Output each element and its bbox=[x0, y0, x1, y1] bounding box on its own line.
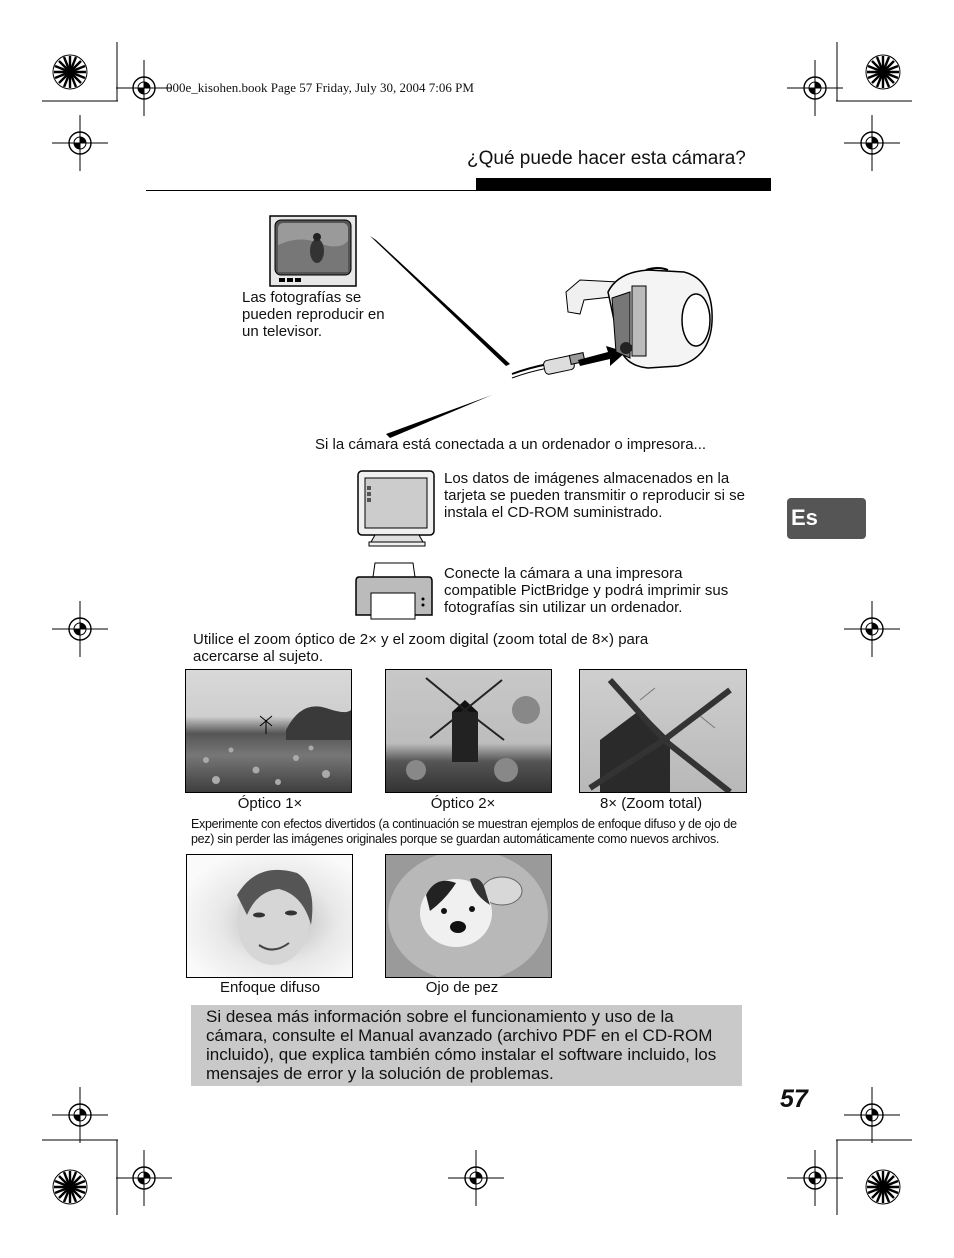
effects-intro: Experimente con efectos divertidos (a continuación se muestran ejemplos de enfoque difuso y de ojo de pez) sin perder las imágenes originales porque se guardan automáticamente como nuevos archivos. bbox=[191, 817, 737, 846]
computer-monitor-icon bbox=[355, 468, 439, 548]
caption-soft-focus: Enfoque difuso bbox=[219, 979, 321, 996]
print-file-info: 000e_kisohen.book Page 57 Friday, July 30, 2004 7:06 PM bbox=[166, 80, 474, 95]
language-tab-label: Es bbox=[791, 505, 818, 530]
header-rule-thin bbox=[146, 190, 476, 191]
connection-intro: Si la cámara está conectada a un ordenador o impresora... bbox=[315, 436, 707, 453]
computer-text: Los datos de imágenes almacenados en la tarjeta se pueden transmitir o reproducir si se instala el CD-ROM suministrado. bbox=[444, 470, 745, 521]
photo-fisheye bbox=[385, 854, 552, 978]
photo-optical-2x bbox=[385, 669, 552, 793]
header-rule-thick bbox=[476, 178, 771, 191]
caption-optical-2x: Óptico 2× bbox=[430, 795, 496, 812]
photo-optical-1x bbox=[185, 669, 352, 793]
language-tab bbox=[787, 498, 866, 539]
tv-illustration bbox=[269, 215, 357, 287]
printer-icon bbox=[355, 561, 433, 621]
tv-caption: Las fotografías se pueden reproducir en un televisor. bbox=[242, 289, 385, 340]
photo-soft-focus bbox=[186, 854, 353, 978]
info-box bbox=[191, 1005, 742, 1086]
printer-text: Conecte la cámara a una impresora compatible PictBridge y podrá imprimir sus fotografías sin utilizar un ordenador. bbox=[444, 565, 729, 616]
caption-optical-1x: Óptico 1× bbox=[237, 795, 303, 812]
info-box-text: Si desea más información sobre el funcionamiento y uso de la cámara, consulte el Manual avanzado (archivo PDF en el CD-ROM incluido), que explica también cómo instalar el software incluido, los mensajes de error y la solución de problemas. bbox=[206, 1007, 717, 1083]
zoom-intro: Utilice el zoom óptico de 2× y el zoom digital (zoom total de 8×) para acercarse al sujeto. bbox=[193, 631, 649, 665]
photo-zoom-total-8x bbox=[579, 669, 747, 793]
camera-illustration bbox=[508, 262, 724, 382]
page-number: 57 bbox=[780, 1085, 808, 1113]
caption-zoom-total: 8× (Zoom total) bbox=[599, 795, 703, 812]
section-title: ¿Qué puede hacer esta cámara? bbox=[467, 148, 746, 169]
caption-fisheye: Ojo de pez bbox=[425, 979, 499, 996]
